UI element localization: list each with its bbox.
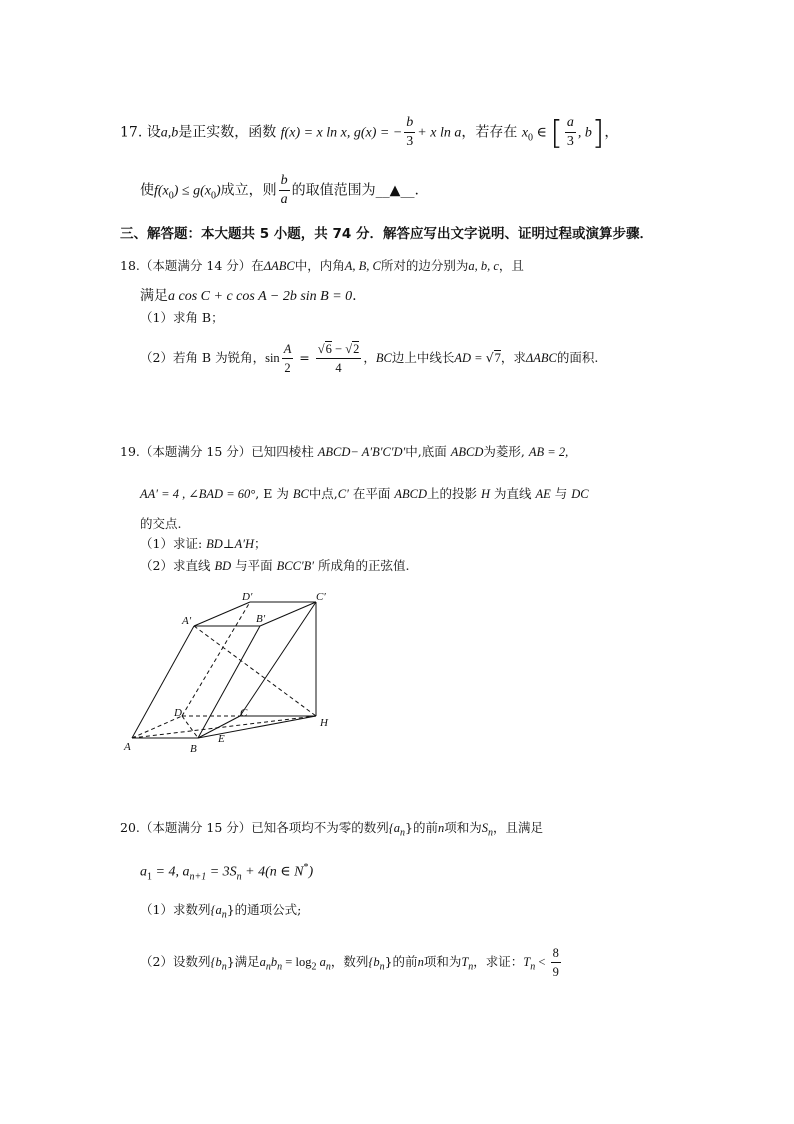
label-Bp: B′ [256,613,266,625]
fraction-8-over-9: $\frac{8}{9}$ [552,946,559,979]
fraction-a-over-3: $\frac{a}{3}$ [566,115,574,149]
fraction-b-over-a: $\frac{b}{a}$ [280,173,288,207]
label-Cp: C′ [316,591,326,603]
q17-line1: 17. 设a,b是正实数，函数 f(x) = x ln x, g(x) = − $\frac{b}{3}$ + x ln a，若存在 $x_0$ ∈ [ $\frac{a}{3}$ , b]， [120,113,619,152]
label-H: H [320,717,328,729]
fraction-sqrt6-minus-sqrt2-over-4: $\frac{√6 - √2}{4}$ [317,342,360,375]
q20-line1: 20.（本题满分 15 分）已知各项均不为零的数列$\{a_n\}$的前n项和为$S_n$，且满足 [120,820,543,839]
edge-AD [132,716,182,738]
prism-figure [120,588,340,758]
label-A: A [124,741,131,753]
q19-part2: （2）求直线 BD 与平面 BCC′B′ 所成角的正弦值. [140,558,410,573]
label-C: C [240,707,248,719]
q18-line1: 18.（本题满分 14 分）在ΔABC中，内角A, B, C所对的边分别为a, b, c，且 [120,258,524,273]
edge-BD [182,716,198,738]
edge-BH [198,716,316,738]
label-D: D [174,707,182,719]
label-Dp: D′ [242,591,253,603]
q19-part1: （1）求证: BD⊥A′H； [140,536,267,551]
edge-ApH [194,626,316,716]
label-E: E [218,733,225,745]
q19-line1: 19.（本题满分 15 分）已知四棱柱 ABCD− A′B′C′D′中,底面 ABCD为菱形, AB = 2, [120,444,569,459]
q18-part2: （2）若角 B 为锐角，sin $\frac{A}{2}$ = $\frac{√6 - √2}{4}$ ，BC边上中线长AD = √7，求ΔABC的面积. [140,342,599,375]
q20-line2: $a_1 = 4$, $a_{n+1} = 3S_n + 4(n$ ∈ N*) [140,862,314,883]
fraction-A-over-2: $\frac{A}{2}$ [283,342,292,375]
q19-line3: 的交点. [140,516,182,531]
label-B: B [190,743,197,755]
label-Ap: A′ [182,615,192,627]
edge-AAp [132,626,194,738]
edge-ApDp [194,602,250,626]
q17-line2: 使$f(x_0) \le g(x_0)$成立，则 $\frac{b}{a}$ 的取值范围为__▲__. [140,173,419,207]
q18-line2: 满足a cos C + c cos A − 2b sin B = 0. [140,288,357,304]
q20-part1: （1）求数列$\{a_n\}$的通项公式; [140,902,302,921]
edge-CCp [240,602,316,716]
q18-part1: （1）求角 B； [140,310,224,325]
q17-number: 17. [120,124,143,141]
answer-blank: __▲__. [375,182,419,199]
edge-DDp [182,602,250,716]
section-3-heading: 三、解答题：本大题共 5 小题，共 74 分．解答应写出文字说明、证明过程或演算步骤． [120,226,653,242]
q19-line2: AA′ = 4 , ∠BAD = 60°, E 为 BC中点,C′ 在平面 ABCD上的投影 H 为直线 AE 与 DC [140,486,589,501]
fraction-b-over-3: $\frac{b}{3}$ [406,115,414,149]
q20-part2: （2）设数列$\{b_n\}$满足$a_nb_n = \log_2 a_n$，数列$\{b_n\}$的前n项和为$T_n$，求证：$T_n$ < $\frac{8}{9}$ [140,946,559,979]
